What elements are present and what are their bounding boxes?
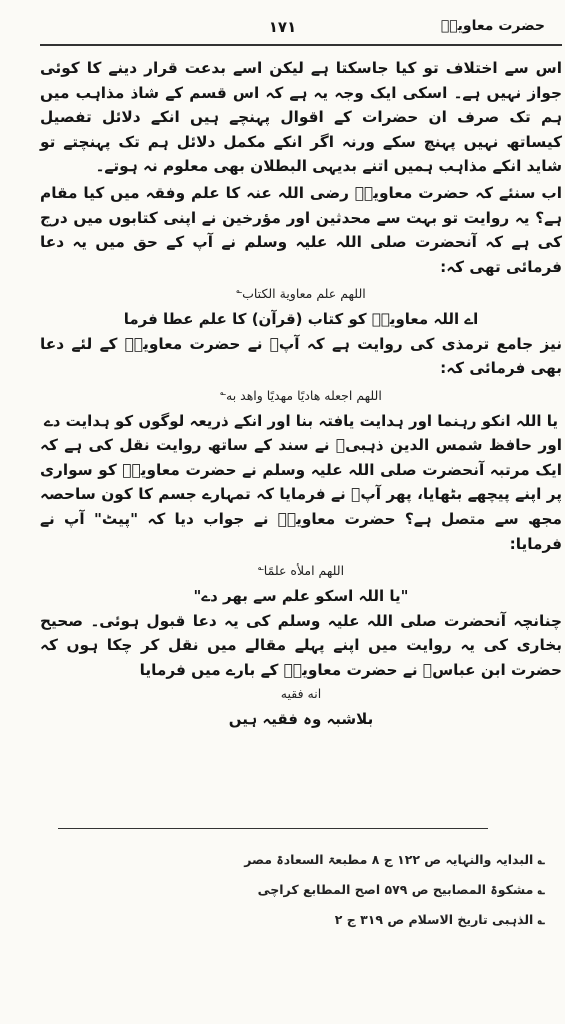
dua-1-translation: اے اللہ معاویہؓ کو کتاب (قرآن) کا علم عطا فرما — [123, 310, 479, 329]
dua-2-arabic — [40, 381, 562, 409]
footnote-ref-3: ؎ — [257, 562, 264, 574]
quote-translation: بلاشبہ وہ فقیہ ہیں — [228, 709, 374, 728]
dua-2-translation: یا اللہ انکو رہنما اور ہدایت یافتہ بنا اور انکے ذریعہ لوگوں کو ہدایت دے — [43, 411, 559, 430]
dua-3-translation: "یا اللہ اسکو علم سے بھر دے" — [193, 586, 409, 605]
footnote-3: ؎ الذہبی تاریخ الاسلام ص ۳۱۹ ج ۲ — [334, 912, 545, 927]
footnote-2: ؎ مشکوۃ المصابیح ص ۵۷۹ اصح المطابع کراچی — [257, 882, 545, 897]
dua-3-arabic — [40, 556, 562, 584]
paragraph-5: چنانچہ آنحضرت صلی اللہ علیہ وسلم کی یہ دعا قبول ہوئی۔ صحیح بخاری کی یہ روایت میں اپنے پہلے مقالے میں نقل کر چکا ہوں کہ حضرت ابن عباسؓ نے حضرت معاویہؓ کے بارے میں فرمایا — [40, 611, 562, 679]
footnotes — [40, 850, 555, 940]
paragraph-3: نیز جامع ترمذی کی روایت ہے کہ آپؐ نے حضرت معاویہؓ کے لئے دعا بھی فرمائی کہ: — [40, 334, 562, 378]
footnote-rule — [58, 828, 488, 829]
footnote-ref-1: ؎ — [236, 285, 243, 297]
header-rule — [40, 44, 562, 46]
paragraph-2: اب سنئے کہ حضرت معاویہؓ رضی اللہ عنہ کا علم وفقہ میں کیا مقام ہے؟ یہ روایت تو بہت سے محدثین اور مؤرخین نے اپنی کتابوں میں درج کی ہے کہ آنحضرت صلی اللہ علیہ وسلم نے آپ کے حق میں یہ دعا فرمائی تھی کہ: — [40, 183, 562, 276]
paragraph-4: اور حافظ شمس الدین ذہبیؒ نے سند کے ساتھ روایت نقل کی ہے کہ ایک مرتبہ آنحضرت صلی اللہ علیہ وسلم نے حضرت معاویہؓ کو سواری پر اپنے پیچھے بٹھایا، پھر آپؐ نے فرمایا کہ تمہارے جسم کا کون ساحصہ مجھ سے متصل ہے؟ حضرت معاویہؓ نے جواب دیا کہ "پیٹ" آپ نے فرمایا: — [40, 436, 562, 553]
dua-1-arabic — [40, 279, 562, 307]
footnote-ref-2: ؎ — [220, 386, 226, 398]
chapter-title: حضرت معاویہؓ — [440, 18, 545, 34]
page-number: ۱۷۱ — [268, 18, 297, 36]
dua-2-text: اللهم اجعله هاديًا مهديًا واهد به — [226, 388, 382, 404]
main-text — [40, 56, 562, 732]
quote-arabic: انه فقيه — [280, 686, 322, 702]
footnote-1: ؎ البدایہ والنہایہ ص ۱۲۲ ج ۸ مطبعۃ السعادۃ مصر — [244, 852, 545, 867]
dua-1-text: اللهم علم معاوية الكتاب — [242, 286, 366, 302]
paragraph-1: اس سے اختلاف تو کیا جاسکتا ہے لیکن اسے بدعت قرار دینے کا کوئی جواز نہیں ہے۔ اسکی ایک وجہ یہ ہے کہ اس قسم کے شاذ مذاہب میں ہم تک صرف ان حضرات کے اقوال پہنچے ہیں انکے دلائل تفصیل کیساتھ نہیں پہنچ سکے ورنہ اگر انکے مکمل دلائل ہم تک پہنچتے تو شاید انکے مذاہب ہمیں اتنے بدیہی البطلان بھی معلوم نہ ہوتے۔ — [40, 59, 562, 176]
dua-3-text: اللهم املأه علمًا — [263, 563, 345, 579]
